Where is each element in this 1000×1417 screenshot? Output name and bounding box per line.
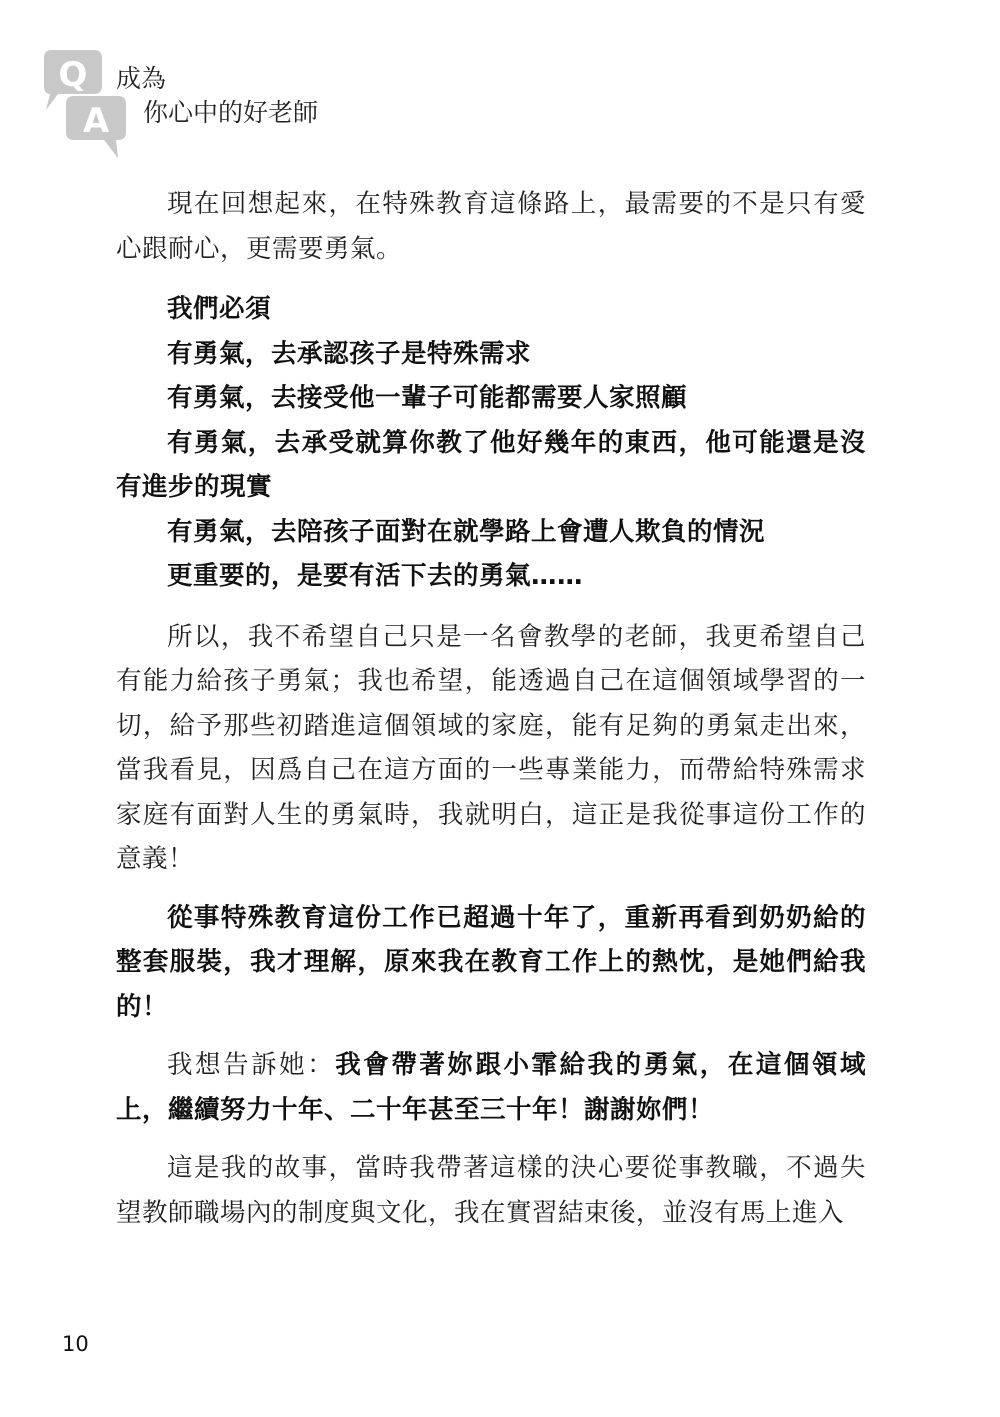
logo-a-letter: A — [82, 101, 110, 141]
chapter-header — [36, 48, 356, 163]
bold-line-must: 我們必須 — [167, 294, 272, 324]
paragraph-my-story: 這是我的故事，當時我帶著這樣的決心要從事教職，不過失望教師職場內的制度與文化，我在實習結束後，並沒有馬上進入 — [116, 1153, 866, 1228]
paragraph-meaning: 所以，我不希望自己只是一名會教學的老師，我更希望自己有能力給孩子勇氣；我也希望，能透過自己在這個領域學習的一切，給予那些初踏進這個領域的家庭，能有足夠的勇氣走出來，當我看見，因爲自己在這方面的一些專業能力，而帶給特殊需求家庭有面對人生的勇氣時，我就明白，這正是我從事這份工作的意義！ — [116, 621, 866, 874]
chapter-title — [116, 62, 318, 130]
bold-line-admit: 有勇氣，去承認孩子是特殊需求 — [167, 338, 532, 369]
logo-q-letter: Q — [58, 55, 88, 95]
paragraph-courage-intro: 現在回想起來，在特殊教育這條路上，最需要的不是只有愛心跟耐心，更需要勇氣。 — [116, 189, 866, 264]
paragraph-ten-years: 從事特殊教育這份工作已超過十年了，重新再看到奶奶給的整套服裝，我才理解，原來我在教育工作上的熱忱，是她們給我的！ — [116, 902, 866, 1022]
bold-line-accept: 有勇氣，去接受他一輩子可能都需要人家照顧 — [167, 383, 688, 413]
chapter-title-line1: 成為 — [116, 64, 167, 93]
bold-line-accompany: 有勇氣，去陪孩子面對在就學路上會遭人欺負的情況 — [167, 516, 766, 547]
page-body — [116, 182, 866, 1235]
tell-her-lead: 我想告訴她： — [167, 1050, 336, 1080]
bold-line-live: 更重要的，是要有活下去的勇氣…… — [167, 561, 584, 591]
chapter-title-line2: 你心中的好老師 — [143, 98, 319, 127]
bold-line-endure: 有勇氣，去承受就算你教了他好幾年的東西，他可能還是沒有進步的現實 — [116, 427, 866, 502]
page-number: 10 — [62, 1332, 89, 1356]
tell-her-bold: 我會帶著妳跟小霏給我的勇氣，在這個領域上，繼續努力十年、二十年甚至三十年！謝謝妳們！ — [116, 1050, 866, 1125]
paragraph-tell-her — [116, 1043, 866, 1132]
